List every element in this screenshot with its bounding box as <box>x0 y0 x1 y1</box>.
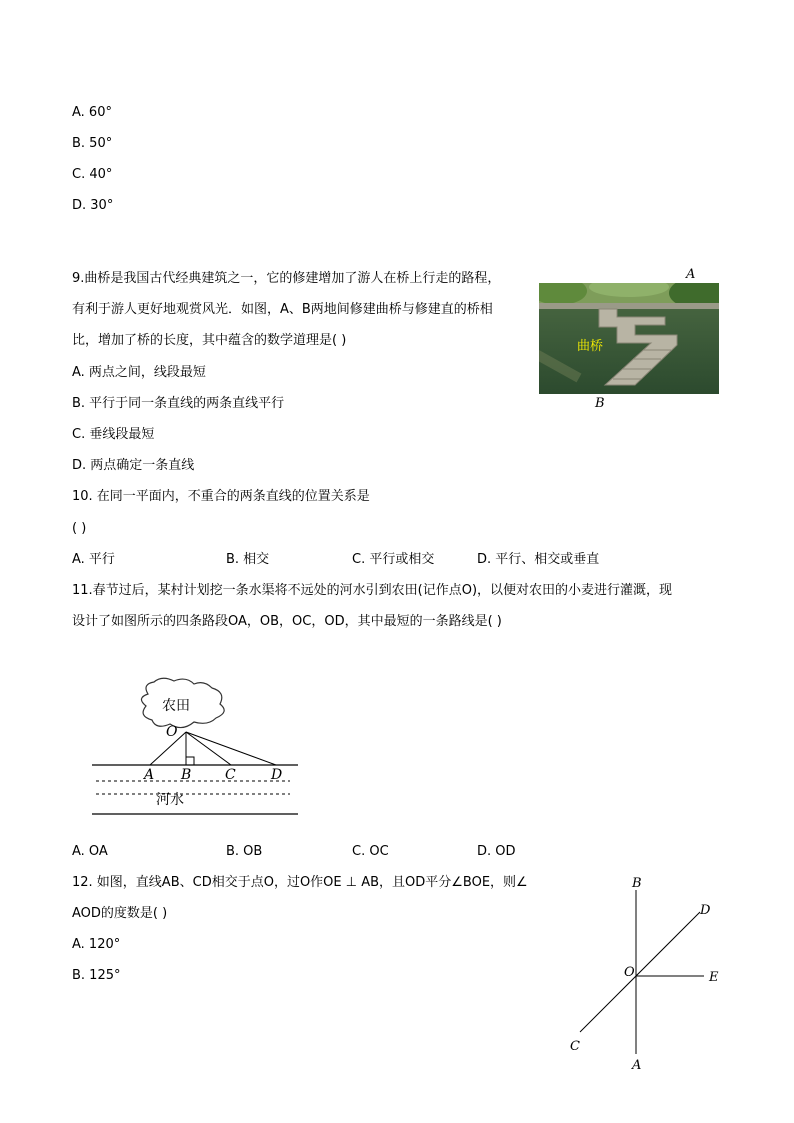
q9-option-d: D. 两点确定一条直线 <box>72 458 195 473</box>
q12-label-a: A <box>632 1058 642 1073</box>
q12-label-e: E <box>709 970 719 985</box>
q11-option-c: C. OC <box>352 844 389 859</box>
q11-point-b: B <box>181 767 192 783</box>
q11-point-o: O <box>166 724 178 740</box>
q11-river-figure <box>90 676 305 821</box>
q11-segment-od <box>186 732 276 765</box>
q9-option-a: A. 两点之间，线段最短 <box>72 365 206 380</box>
q11-point-d: D <box>271 767 283 783</box>
q10-stem: 10. 在同一平面内，不重合的两条直线的位置关系是 <box>72 489 370 504</box>
q11-point-c: C <box>225 767 236 783</box>
q11-segment-oc <box>186 732 231 765</box>
q12-label-c: C <box>570 1039 580 1054</box>
q9-stem-line-1: 9.曲桥是我国古代经典建筑之一，它的修建增加了游人在桥上行走的路程， <box>72 271 501 286</box>
q10-option-a: A. 平行 <box>72 552 115 567</box>
q9-stem-line-2: 有利于游人更好地观赏风光．如图，A、B两地间修建曲桥与修建直的桥相 <box>72 302 493 317</box>
q12-label-b: B <box>632 876 642 891</box>
q12-option-a: A. 120° <box>72 937 121 952</box>
q11-option-b: B. OB <box>226 844 263 859</box>
q9-fig-label-a: A <box>686 267 696 282</box>
q9-fig-caption: 曲桥 <box>577 339 604 354</box>
q10-option-b: B. 相交 <box>226 552 270 567</box>
q9-option-c: C. 垂线段最短 <box>72 427 155 442</box>
q12-option-b: B. 125° <box>72 968 121 983</box>
q11-stem-line-2: 设计了如图所示的四条路段OA，OB，OC，OD，其中最短的一条路线是( ) <box>72 614 502 629</box>
q8-option-d: D. 30° <box>72 198 114 213</box>
q11-point-a: A <box>144 767 155 783</box>
q10-option-c: C. 平行或相交 <box>352 552 435 567</box>
q11-field-label: 农田 <box>162 698 190 714</box>
q12-line-cd <box>580 912 700 1032</box>
q9-fig-label-b: B <box>595 396 605 411</box>
q11-river-label: 河水 <box>156 792 184 808</box>
q11-stem-line-1: 11.春节过后，某村计划挖一条水渠将不远处的河水引到农田(记作点O)，以便对农田的小麦进行灌溉，现 <box>72 583 673 598</box>
q10-option-d: D. 平行、相交或垂直 <box>477 552 600 567</box>
q9-stem-line-3: 比，增加了桥的长度，其中蕴含的数学道理是( ) <box>72 333 347 348</box>
q11-option-d: D. OD <box>477 844 516 859</box>
q12-label-d: D <box>700 903 711 918</box>
q12-label-o: O <box>624 965 635 980</box>
q9-option-b: B. 平行于同一条直线的两条直线平行 <box>72 396 285 411</box>
q8-option-b: B. 50° <box>72 136 113 151</box>
q12-angle-figure <box>560 872 730 1076</box>
q10-paren: ( ) <box>72 521 87 536</box>
q12-stem-line-2: AOD的度数是( ) <box>72 906 168 921</box>
q11-right-angle-mark <box>186 757 194 765</box>
q8-option-a: A. 60° <box>72 105 112 120</box>
q9-bridge-photo <box>539 283 719 394</box>
q12-stem-line-1: 12. 如图，直线AB、CD相交于点O，过O作OE ⊥ AB，且OD平分∠BOE，则∠ <box>72 875 528 890</box>
q8-option-c: C. 40° <box>72 167 113 182</box>
q11-option-a: A. OA <box>72 844 108 859</box>
